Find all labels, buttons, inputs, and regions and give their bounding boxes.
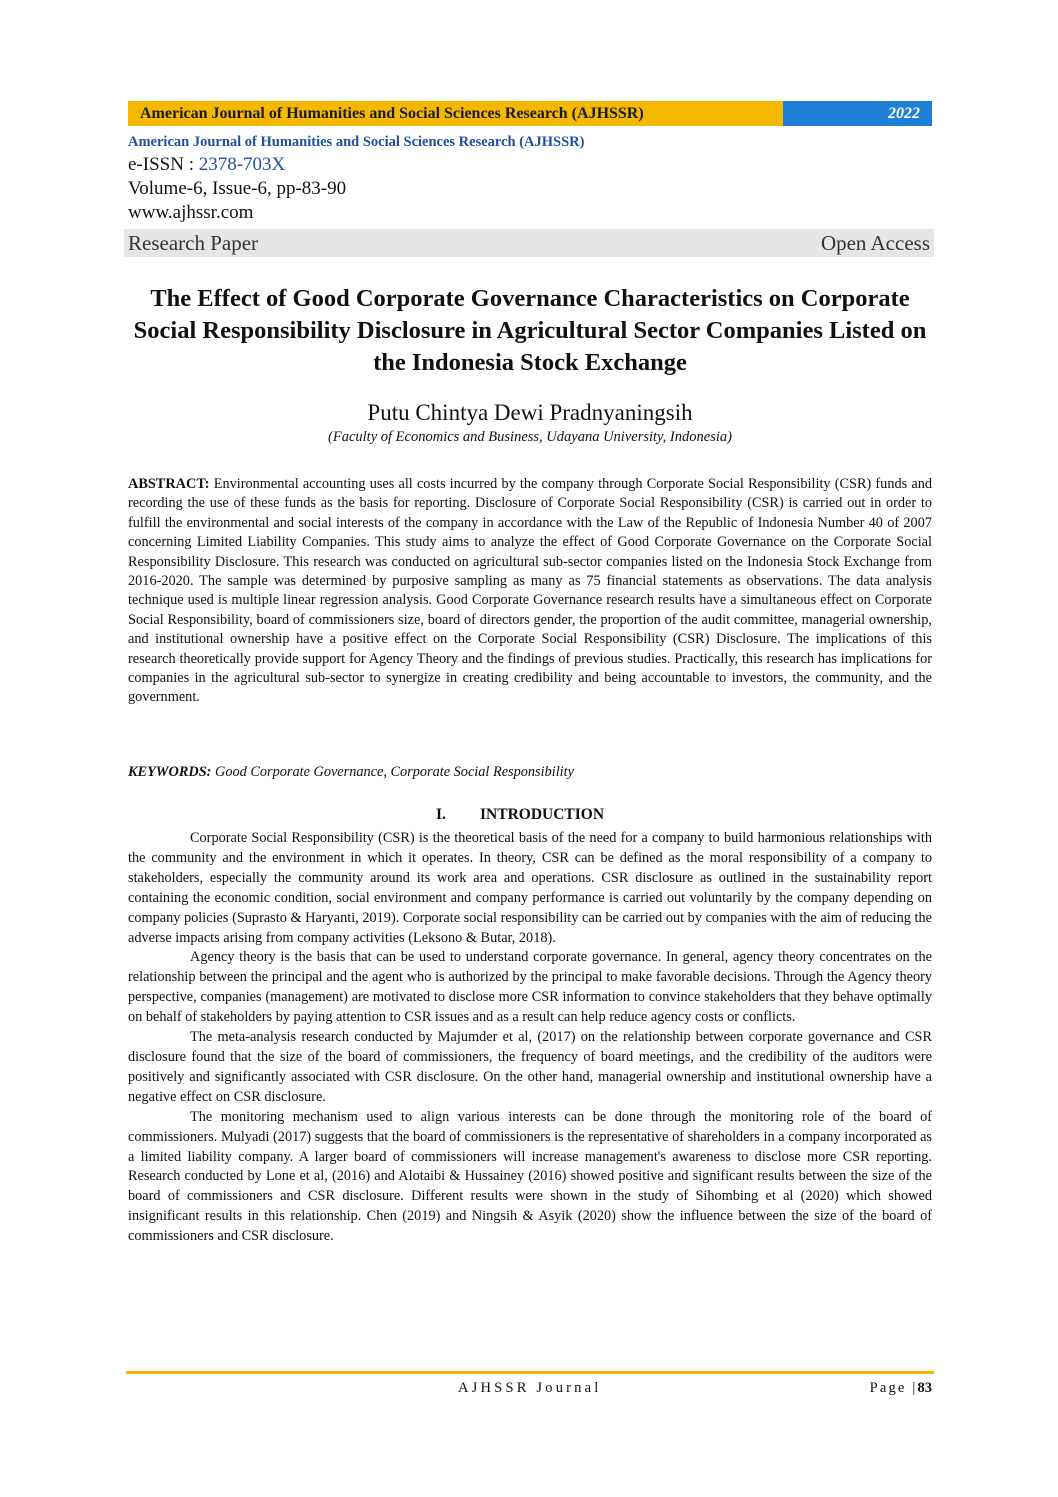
issn-label: e-ISSN :: [128, 154, 199, 175]
abstract-text: Environmental accounting uses all costs incurred by the company through Corporate Social Responsibility (CSR) funds and recording the use of these funds as the basis for reporting. Disclosure of Corporate Social Responsibility (CSR) is carried out in order to fulfill the environmental and social interests of the company in accordance with the Law of the Republic of Indonesia Number 40 of 2007 concerning Limited Liability Companies. This study aims to analyze the effect of Good Corporate Governance on the Corporate Social Responsibility Disclosure. This research was conducted on agricultural sub-sector companies listed on the Indonesia Stock Exchange from 2016-2020. The sample was determined by purposive sampling as many as 75 financial statements as observations. The data analysis technique used is multiple linear regression analysis. Good Corporate Governance research results have a simultaneous effect on Corporate Social Responsibility, board of commissioners size, board of directors gender, the proportion of the audit committee, managerial ownership, and institutional ownership have a positive effect on the Corporate Social Responsibility (CSR) Disclosure. The implications of this research theoretically provide support for Agency Theory and the findings of previous studies. Practically, this research has implications for companies in the agricultural sub-sector to synergize in creating credibility and being accountable to investors, the community, and the government.: [128, 476, 932, 706]
section-number: I.: [436, 806, 446, 823]
keywords-label: KEYWORDS:: [128, 764, 212, 780]
footer-divider: [126, 1371, 934, 1374]
paper-type: Research Paper: [128, 231, 259, 255]
journal-header-band: [128, 101, 932, 126]
paragraph: Agency theory is the basis that can be used to understand corporate governance. In general, agency theory concentrates on the relationship between the principal and the agent who is authorized by the principal to make favorable decisions. Through the Agency theory perspective, companies (management) are motivated to disclose more CSR information to convince stakeholders that they behave optimally on behalf of stakeholders by paying attention to CSR issues and as a result can help reduce agency costs or conflicts.: [128, 949, 932, 1026]
paper-type-bar: [124, 229, 934, 257]
header-journal-title: American Journal of Humanities and Social Sciences Research (AJHSSR): [128, 101, 783, 126]
footer-journal: AJHSSR Journal: [458, 1380, 602, 1396]
footer-page-label: Page |: [869, 1380, 918, 1396]
keywords-text: Good Corporate Governance, Corporate Social Responsibility: [211, 764, 574, 780]
website-link[interactable]: www.ajhssr.com: [128, 202, 254, 223]
issn-line: [128, 153, 932, 177]
access-type: Open Access: [820, 231, 930, 255]
volume-line: Volume-6, Issue-6, pp-83-90: [128, 178, 347, 199]
abstract: [128, 475, 932, 708]
paragraph: The monitoring mechanism used to align various interests can be done through the monitoring role of the board of commissioners. Mulyadi (2017) suggests that the board of commissioners is the representative of shareholders in a company incorporated as a limited liability company. A larger board of commissioners will increase management's awareness to disclose more CSR reporting. Research conducted by Lone et al, (2016) and Alotaibi & Hussainey (2016) showed positive and significant results between the size of the board of commissioners and CSR disclosure. Different results were shown in the study of Sihombing et al (2020) which showed insignificant results in this relationship. Chen (2019) and Ningsih & Asyik (2020) show the influence between the size of the board of commissioners and CSR disclosure.: [128, 1108, 932, 1245]
author-name: Putu Chintya Dewi Pradnyaningsih: [367, 400, 693, 425]
issn-value: 2378-703X: [198, 154, 286, 175]
footer-page-number: 83: [917, 1380, 932, 1396]
paragraph: Corporate Social Responsibility (CSR) is the theoretical basis of the need for a company to build harmonious relationships with the community and the environment in which it operates. In theory, CSR can be defined as the moral responsibility of a company to stakeholders, especially the community around its work area and operations. CSR disclosure as outlined in the sustainability report containing the economic condition, social environment and company performance is carried out voluntarily by the company depending on company policies (Suprasto & Haryanti, 2019). Corporate social responsibility can be carried out by companies with the aim of reducing the adverse impacts arising from company activities (Leksono & Butar, 2018).: [128, 830, 932, 946]
footer-page: [870, 1380, 932, 1397]
keywords: [128, 763, 932, 782]
header-year: 2022: [783, 101, 932, 126]
journal-name: American Journal of Humanities and Social Sciences Research (AJHSSR): [128, 134, 585, 150]
author-affiliation: (Faculty of Economics and Business, Udayana University, Indonesia): [328, 429, 732, 445]
paper-title: The Effect of Good Corporate Governance Characteristics on Corporate Social Responsibility Disclosure in Agricultural Sector Companies Listed on the Indonesia Stock Exchange: [133, 285, 927, 376]
journal-meta: [128, 131, 932, 225]
paragraph: The meta-analysis research conducted by Majumder et al, (2017) on the relationship between corporate governance and CSR disclosure found that the size of the board of commissioners, the frequency of board meetings, and the credibility of the auditors were positively and significantly associated with CSR disclosure. On the other hand, managerial ownership and institutional ownership have a negative effect on CSR disclosure.: [128, 1029, 932, 1105]
introduction-body: [128, 829, 932, 1247]
abstract-label: ABSTRACT:: [128, 476, 210, 492]
section-title: INTRODUCTION: [480, 806, 605, 823]
